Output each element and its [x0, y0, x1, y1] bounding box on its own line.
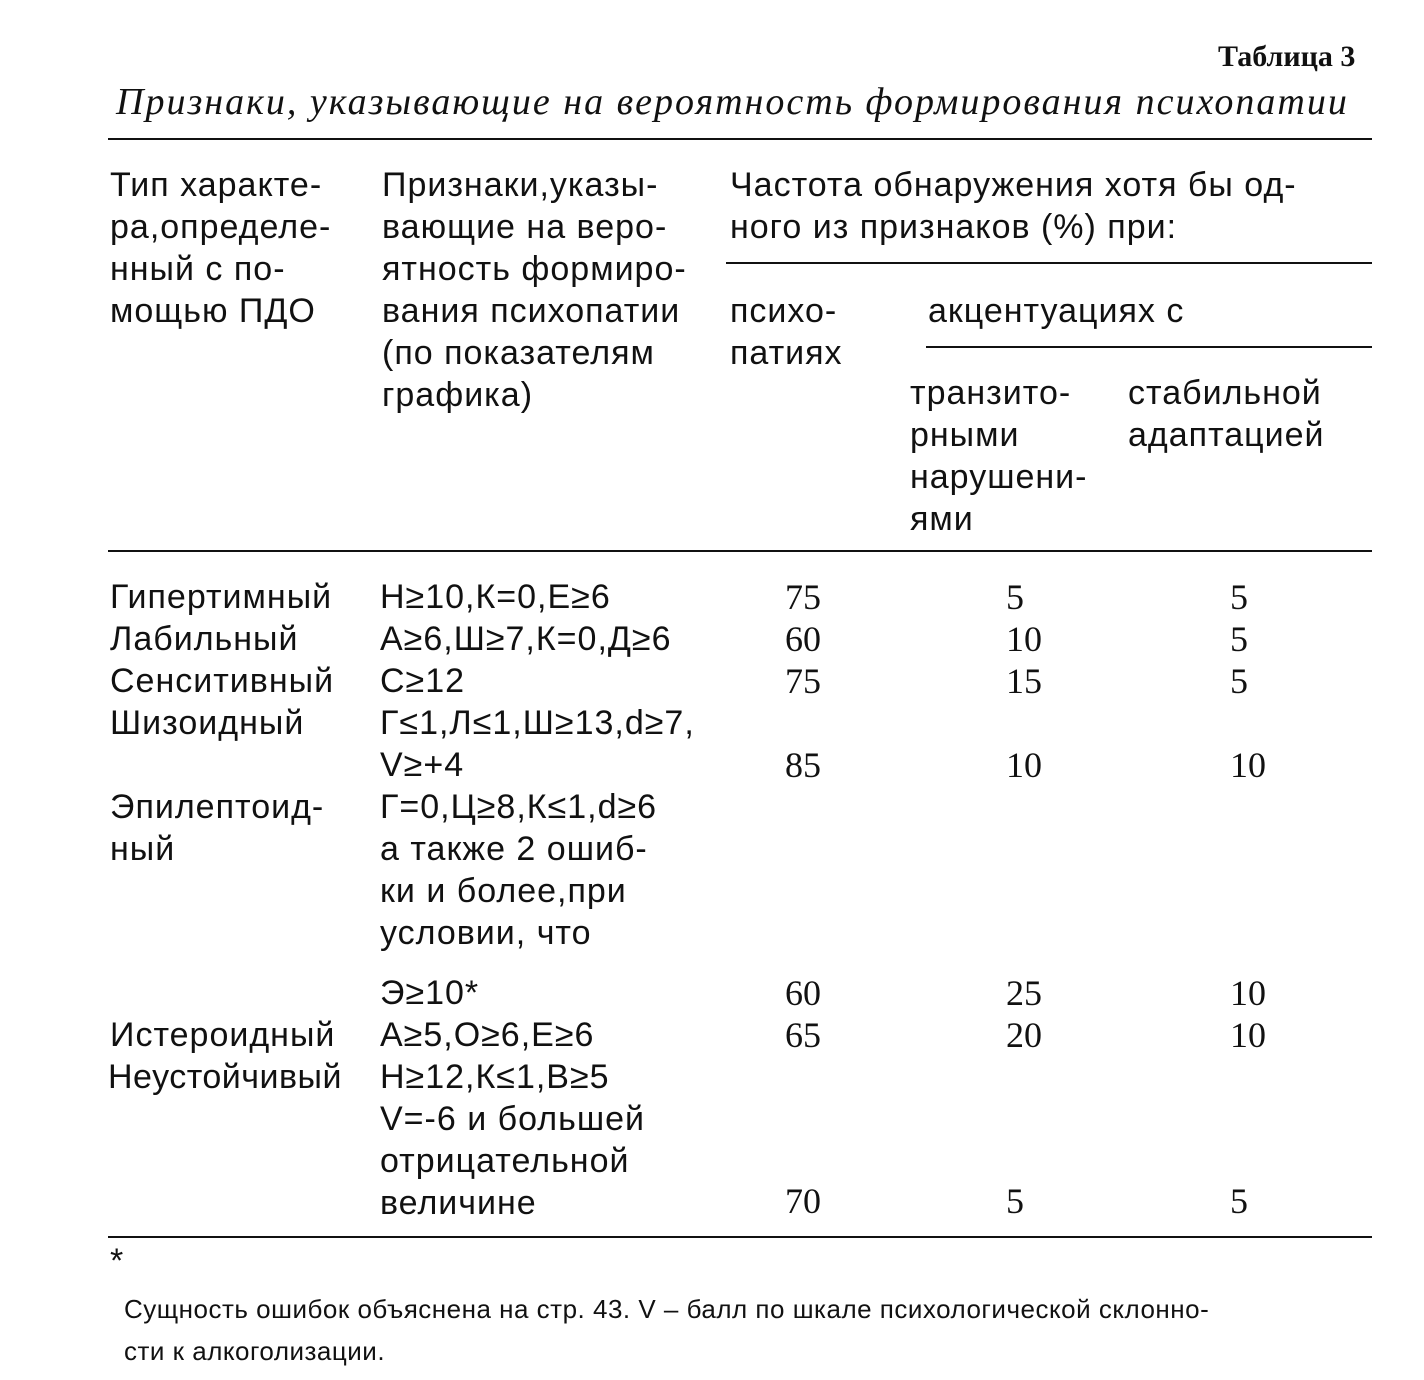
row-signs-line: отрицательной	[380, 1142, 630, 1180]
row-signs-line: А≥5,О≥6,Е≥6	[380, 1016, 595, 1054]
row-psycho-value: 65	[785, 1015, 821, 1055]
row-transient-value: 25	[1006, 973, 1042, 1013]
header-line: ятность формиро-	[382, 250, 687, 288]
header-line: Тип характе-	[110, 166, 323, 204]
row-type-line: Сенситивный	[110, 662, 335, 700]
row-signs-line: Н≥12,К≤1,В≥5	[380, 1058, 610, 1096]
row-transient-value: 10	[1006, 619, 1042, 659]
accent-subrule	[926, 346, 1372, 348]
header-line: ного из признаков (%) при:	[730, 208, 1178, 246]
header-line: (по показателям	[382, 334, 655, 372]
frequency-subrule	[726, 262, 1372, 264]
row-type-line: Шизоидный	[110, 704, 305, 742]
row-signs-line: ки и более,при	[380, 872, 627, 910]
row-type-line: Истероидный	[110, 1016, 336, 1054]
row-stable-value: 10	[1230, 745, 1266, 785]
row-type-line: Лабильный	[110, 620, 299, 658]
row-signs-line: Г=0,Ц≥8,К≤1,d≥6	[380, 788, 658, 826]
row-stable-value: 5	[1230, 661, 1248, 701]
row-signs	[380, 660, 465, 702]
row-transient-value: 5	[1006, 1181, 1024, 1221]
row-signs	[380, 618, 671, 660]
row-type-line: Неустойчивый	[108, 1058, 342, 1096]
row-transient-value: 10	[1006, 745, 1042, 785]
header-line: стабильной	[1128, 374, 1322, 412]
header-signs	[382, 164, 687, 416]
header-line: ра,определе-	[110, 208, 332, 246]
row-type	[110, 702, 304, 744]
row-stable-value: 10	[1230, 1015, 1266, 1055]
table-title: Признаки, указывающие на вероятность формирования психопатии	[116, 81, 1349, 123]
header-line: Частота обнаружения хотя бы од-	[730, 166, 1297, 204]
header-line: психо-	[730, 292, 838, 330]
header-frequency	[730, 164, 1297, 248]
row-type	[110, 1014, 335, 1056]
row-signs	[380, 1056, 645, 1224]
row-type-line: Эпилептоид-	[110, 788, 325, 826]
row-signs-line: С≥12	[380, 662, 466, 700]
header-line: патиях	[730, 334, 843, 372]
row-signs-line: Г≤1,Л≤1,Ш≥13,d≥7,	[380, 704, 695, 742]
row-signs-line: Э≥10*	[380, 974, 480, 1012]
header-accentuations: акцентуациях с	[928, 292, 1185, 330]
row-signs	[380, 702, 695, 786]
row-psycho-value: 75	[785, 661, 821, 701]
row-type	[110, 786, 324, 870]
row-signs-line: V≥+4	[380, 746, 465, 784]
row-psycho-value: 60	[785, 973, 821, 1013]
header-line: вающие на веро-	[382, 208, 668, 246]
header-line: адаптацией	[1128, 416, 1325, 454]
header-line: Признаки,указы-	[382, 166, 659, 204]
header-line: графика)	[382, 376, 534, 414]
header-line: транзито-	[910, 374, 1072, 412]
row-type-line: Гипертимный	[110, 578, 333, 616]
row-transient-value: 20	[1006, 1015, 1042, 1055]
row-stable-value: 5	[1230, 577, 1248, 617]
row-stable-value: 10	[1230, 973, 1266, 1013]
row-transient-value: 5	[1006, 577, 1024, 617]
row-psycho-value: 70	[785, 1181, 821, 1221]
header-bottom-rule	[108, 550, 1372, 552]
footnote-marker: *	[110, 1242, 125, 1280]
header-line: нный с по-	[110, 250, 286, 288]
row-signs-line: а также 2 ошиб-	[380, 830, 648, 868]
row-signs-line: величине	[380, 1184, 537, 1222]
header-transient	[910, 372, 1088, 540]
row-type	[110, 576, 332, 618]
row-signs-line: Н≥10,К=0,Е≥6	[380, 578, 611, 616]
row-signs	[380, 786, 657, 1014]
row-type-line: ный	[110, 830, 176, 868]
table-number: Таблица 3	[1218, 40, 1356, 73]
header-psychopathies	[730, 290, 843, 374]
row-transient-value: 15	[1006, 661, 1042, 701]
row-signs-line: А≥6,Ш≥7,К=0,Д≥6	[380, 620, 672, 658]
header-line: рными	[910, 416, 1020, 454]
header-line: мощью ПДО	[110, 292, 316, 330]
row-type	[108, 1056, 342, 1098]
row-stable-value: 5	[1230, 1181, 1248, 1221]
footnote-line: сти к алкоголизации.	[124, 1336, 386, 1366]
row-psycho-value: 85	[785, 745, 821, 785]
top-rule	[108, 138, 1372, 140]
header-line: нарушени-	[910, 458, 1088, 496]
header-line: вания психопатии	[382, 292, 681, 330]
row-signs	[380, 1014, 594, 1056]
row-psycho-value: 75	[785, 577, 821, 617]
row-type	[110, 660, 334, 702]
row-stable-value: 5	[1230, 619, 1248, 659]
row-signs-line: условии, что	[380, 914, 592, 952]
header-line: ями	[910, 500, 974, 538]
row-signs-line: V=-6 и большей	[380, 1100, 646, 1138]
footnote-text	[124, 1288, 1209, 1372]
row-signs	[380, 576, 611, 618]
header-char-type	[110, 164, 331, 332]
row-type	[110, 618, 298, 660]
row-psycho-value: 60	[785, 619, 821, 659]
footnote-line: Сущность ошибок объяснена на стр. 43. V – балл по шкале психологической склонно-	[124, 1294, 1210, 1324]
header-stable	[1128, 372, 1325, 456]
table-bottom-rule	[108, 1236, 1372, 1238]
